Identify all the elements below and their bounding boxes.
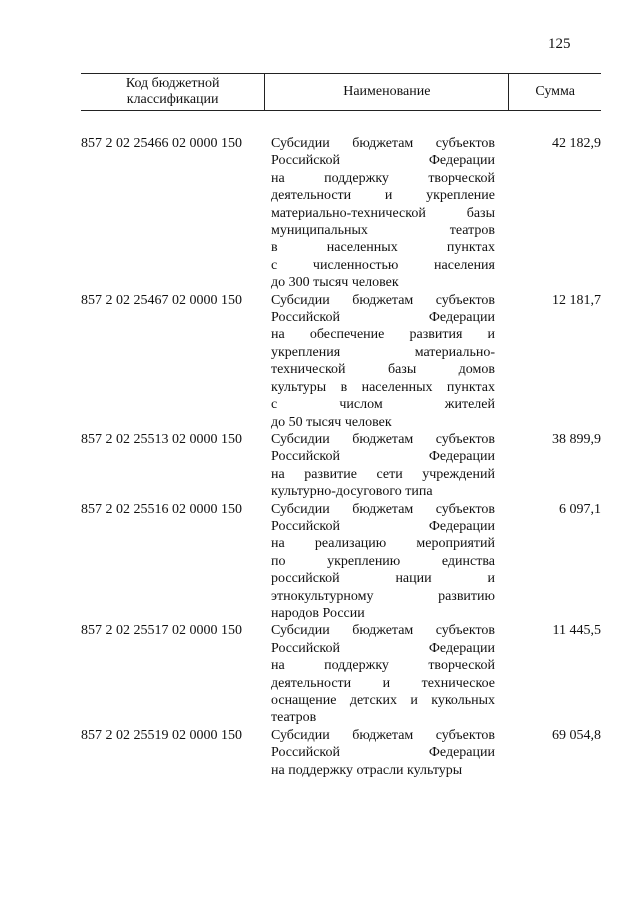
row-name-line: укрепления материально- xyxy=(271,344,495,360)
row-name xyxy=(265,727,495,779)
row-name-line: Субсидии бюджетам субъектов xyxy=(271,623,495,639)
page-number: 125 xyxy=(548,36,571,52)
table-row xyxy=(81,135,601,292)
row-name-line: российской нации и xyxy=(271,571,495,587)
row-sum: 6 097,1 xyxy=(559,501,601,517)
row-name xyxy=(265,135,495,292)
table-body xyxy=(81,135,601,779)
row-name-line: Российской Федерации xyxy=(271,153,495,169)
row-name-line: с числом жителей xyxy=(271,397,495,413)
row-code: 857 2 02 25517 02 0000 150 xyxy=(81,623,242,639)
row-sum: 11 445,5 xyxy=(552,623,601,639)
row-name-line: до 300 тысяч человек xyxy=(271,275,399,291)
row-name-line: Российской Федерации xyxy=(271,518,495,534)
row-sum: 12 181,7 xyxy=(552,292,601,308)
row-name-line: Субсидии бюджетам субъектов xyxy=(271,501,495,517)
row-name-line: Субсидии бюджетам субъектов xyxy=(271,136,495,151)
row-code: 857 2 02 25466 02 0000 150 xyxy=(81,136,242,151)
row-name-line: материально-технической базы xyxy=(271,205,495,221)
row-name xyxy=(265,501,495,623)
row-name-line: с численностью населения xyxy=(271,257,495,273)
row-name-line: на поддержку творческой xyxy=(271,658,495,674)
header-sum: Сумма xyxy=(535,84,575,99)
row-code: 857 2 02 25513 02 0000 150 xyxy=(81,431,242,447)
row-name-line: на обеспечение развития и xyxy=(271,327,495,343)
table-row xyxy=(81,727,601,779)
row-code: 857 2 02 25516 02 0000 150 xyxy=(81,501,242,517)
row-name-line: Субсидии бюджетам субъектов xyxy=(271,727,495,743)
row-name-line: на поддержку творческой xyxy=(271,170,495,186)
row-name-line: Российской Федерации xyxy=(271,640,495,656)
row-name xyxy=(265,292,495,431)
table-row xyxy=(81,501,601,623)
row-name-line: на развитие сети учреждений xyxy=(271,466,495,482)
row-code: 857 2 02 25467 02 0000 150 xyxy=(81,292,242,308)
row-name-line: Субсидии бюджетам субъектов xyxy=(271,431,495,447)
row-name-line: до 50 тысяч человек xyxy=(271,414,392,430)
row-name-line: культурно-досугового типа xyxy=(271,484,433,500)
row-name-line: в населенных пунктах xyxy=(271,240,495,256)
table-row xyxy=(81,292,601,431)
row-name-line: Российской Федерации xyxy=(271,310,495,326)
header-code: Код бюджетной классификации xyxy=(81,74,265,110)
row-name-line: технической базы домов xyxy=(271,362,495,378)
row-name-line: Российской Федерации xyxy=(271,449,495,465)
row-name xyxy=(265,431,495,501)
row-name-line: муниципальных театров xyxy=(271,223,495,239)
row-name-line: оснащение детских и кукольных xyxy=(271,693,495,708)
row-name-line: этнокультурному развитию xyxy=(271,588,495,604)
row-name xyxy=(265,622,495,726)
row-code: 857 2 02 25519 02 0000 150 xyxy=(81,727,242,743)
table-row xyxy=(81,622,601,726)
row-name-line: на реализацию мероприятий xyxy=(271,536,495,552)
row-sum: 38 899,9 xyxy=(552,431,601,447)
table-row xyxy=(81,431,601,501)
row-name-line: на поддержку отрасли культуры xyxy=(271,762,463,778)
row-name-line: деятельности и техническое xyxy=(271,675,495,691)
row-name-line: Субсидии бюджетам субъектов xyxy=(271,292,495,308)
row-name-line: культуры в населенных пунктах xyxy=(271,379,495,395)
row-name-line: Российской Федерации xyxy=(271,745,495,761)
header-name: Наименование xyxy=(265,74,509,110)
row-name-line: театров xyxy=(271,710,317,726)
row-sum: 42 182,9 xyxy=(552,136,601,151)
row-sum: 69 054,8 xyxy=(552,727,601,743)
table-header xyxy=(81,73,601,111)
row-name-line: народов России xyxy=(271,605,365,621)
row-name-line: по укреплению единства xyxy=(271,553,495,569)
row-name-line: деятельности и укрепление xyxy=(271,188,495,204)
